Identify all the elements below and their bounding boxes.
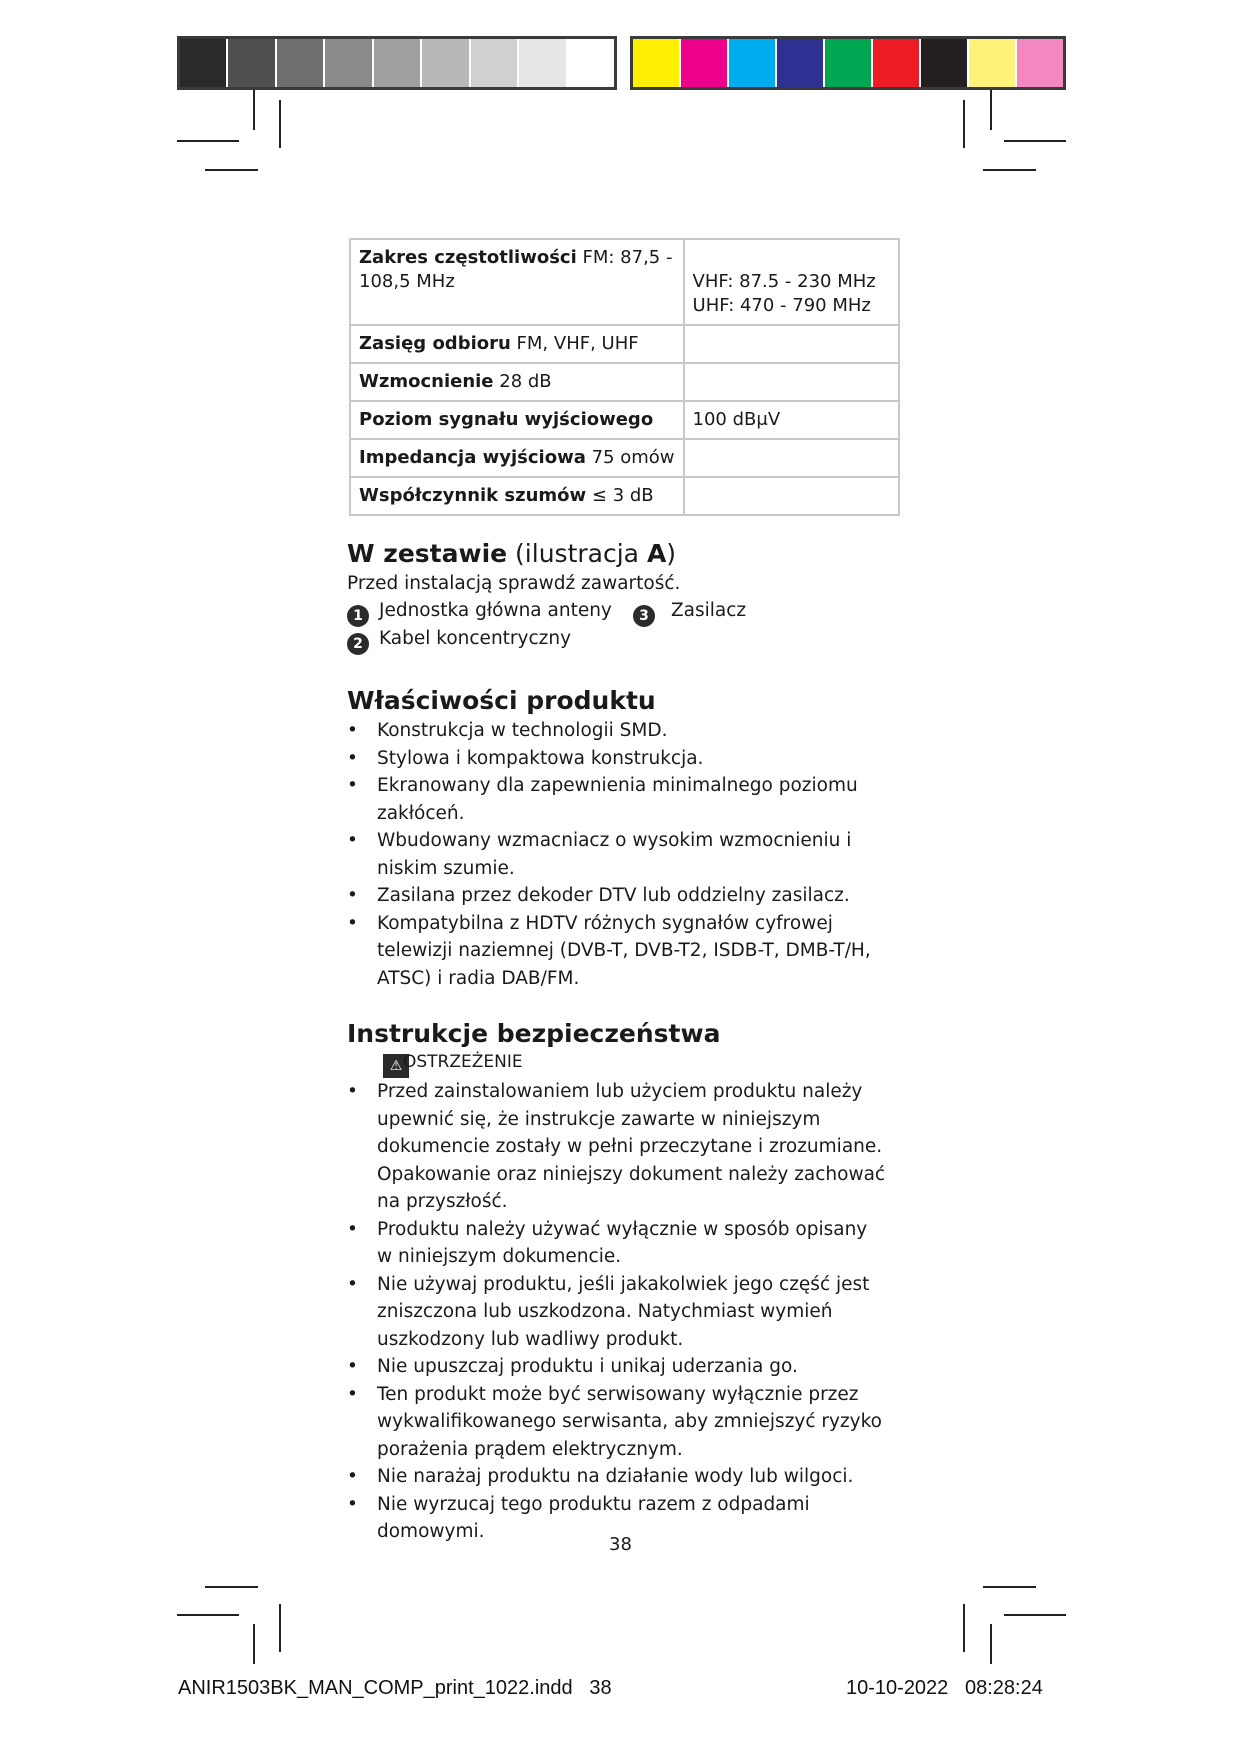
table-cell [350,477,684,515]
crop-mark [177,1614,239,1616]
spec-key: Poziom sygnału wyjściowego [359,409,654,430]
table-cell [350,325,684,363]
crop-mark [205,1586,258,1588]
number-badge: 1 [347,605,369,627]
table-cell [684,401,899,439]
table-row [350,239,899,325]
list-item [347,597,612,627]
color-swatch [471,39,519,87]
table-cell [684,239,899,325]
kit-heading-letter: A [646,539,667,568]
crop-mark [983,1586,1036,1588]
color-swatch [228,39,276,87]
table-row [350,401,899,439]
list-item: • Kompatybilna z HDTV różnych sygnałów cyfrowej telewizji naziemnej (DVB-T, DVB-T2, ISDB-T, DMB-T/H, ATSC) i radia DAB/FM. [347,910,887,993]
color-swatch [519,39,567,87]
color-swatch [633,39,681,87]
crop-mark [990,1624,992,1664]
crop-mark [177,140,239,142]
table-cell [350,239,684,325]
list-item: • Przed zainstalowaniem lub użyciem produktu należy upewnić się, że instrukcje zawarte w niniejszym dokumencie zostały w pełni przeczytane i zrozumiane. Opakowanie oraz niniejszy dokument należy zachować na przyszłość. [347,1078,887,1216]
footer-file [178,1677,612,1700]
footer-filename: ANIR1503BK_MAN_COMP_print_1022.indd [178,1677,573,1699]
crop-mark [983,169,1036,171]
crop-mark [963,1604,965,1652]
color-swatch [180,39,228,87]
table-row [350,325,899,363]
color-swatch [873,39,921,87]
spec-key: Wzmocnienie [359,371,494,392]
color-swatch [277,39,325,87]
spec-key: Zasięg odbioru [359,333,511,354]
warning-label [383,1050,907,1078]
color-swatch [325,39,373,87]
spec-value: FM: 87,5 - 108,5 MHz [359,247,673,292]
safety-heading: Instrukcje bezpieczeństwa [347,1019,721,1048]
kit-intro: Przed instalacją sprawdź zawartość. [347,573,681,594]
table-row [350,477,899,515]
grayscale-bar [177,36,617,90]
color-swatch [681,39,729,87]
features-heading: Właściwości produktu [347,686,656,715]
list-item: • Wbudowany wzmacniacz o wysokim wzmocnieniu i niskim szumie. [347,827,887,882]
footer-timestamp [846,1677,1043,1700]
footer-time: 08:28:24 [964,1677,1043,1699]
table-row [350,363,899,401]
kit-item-label: Jednostka główna anteny [379,600,612,621]
crop-mark [253,90,255,130]
spec-key: Impedancja wyjściowa [359,447,586,468]
page-content [347,238,907,1546]
safety-list [347,1078,887,1546]
crop-mark [990,90,992,130]
crop-mark [1004,140,1066,142]
kit-list [347,597,907,653]
spec-value: UHF: 470 - 790 MHz [692,295,871,316]
color-swatch [921,39,969,87]
list-item: • Konstrukcja w technologii SMD. [347,717,887,745]
color-swatch [969,39,1017,87]
spec-key: Zakres częstotliwości [359,247,577,268]
table-cell [684,363,899,401]
list-item: • Ten produkt może być serwisowany wyłącznie przez wykwalifikowanego serwisanta, aby zmniejszyć ryzyko porażenia prądem elektrycznym. [347,1381,887,1464]
kit-heading-paren-close: ) [666,539,677,568]
spec-value: 100 dBμV [692,409,781,430]
kit-item-label: Kabel koncentryczny [379,628,572,649]
color-swatch [374,39,422,87]
list-item: • Nie używaj produktu, jeśli jakakolwiek jego część jest zniszczona lub uszkodzona. Natychmiast wymień uszkodzony lub wadliwy produkt. [347,1271,887,1354]
spec-value: 28 dB [499,371,552,392]
crop-mark [963,100,965,148]
color-swatch [777,39,825,87]
kit-heading-bold: W zestawie [347,539,508,568]
table-row [350,439,899,477]
number-badge: 2 [347,633,369,655]
list-item [347,625,571,655]
list-item: • Zasilana przez dekoder DTV lub oddzielny zasilacz. [347,882,887,910]
spec-key: Współczynnik szumów [359,485,587,506]
list-item: • Nie upuszczaj produktu i unikaj uderzania go. [347,1353,887,1381]
table-cell [684,325,899,363]
list-item: • Nie narażaj produktu na działanie wody lub wilgoci. [347,1463,887,1491]
list-item: • Stylowa i kompaktowa konstrukcja. [347,745,887,773]
spec-value: ≤ 3 dB [591,485,654,506]
table-cell [684,439,899,477]
footer-date: 10-10-2022 [846,1677,949,1699]
warning-text: OSTRZEŻENIE [403,1052,523,1072]
color-bar [630,36,1066,90]
footer-page: 38 [589,1677,612,1699]
warning-triangle-icon: ⚠ [383,1054,409,1078]
kit-item-label: Zasilacz [671,600,747,621]
crop-mark [1004,1614,1066,1616]
crop-mark [279,1604,281,1652]
list-item: • Nie wyrzucaj tego produktu razem z odpadami domowymi. [347,1491,887,1546]
crop-mark [279,100,281,148]
crop-mark [253,1624,255,1664]
crop-mark [205,169,258,171]
color-swatch [729,39,777,87]
kit-heading-paren: (ilustracja [507,539,647,568]
table-cell [684,477,899,515]
table-cell [350,439,684,477]
number-badge: 3 [633,605,655,627]
list-item: • Ekranowany dla zapewnienia minimalnego poziomu zakłóceń. [347,772,887,827]
spec-value: FM, VHF, UHF [516,333,639,354]
spec-value: 75 omów [591,447,675,468]
list-item: • Produktu należy używać wyłącznie w sposób opisany w niniejszym dokumencie. [347,1216,887,1271]
color-swatch [1017,39,1063,87]
spec-value: VHF: 87.5 - 230 MHz [692,271,876,292]
kit-heading [347,538,907,570]
color-swatch [568,39,614,87]
list-item [633,597,746,627]
specs-table [349,238,900,516]
color-swatch [825,39,873,87]
page-number: 38 [609,1534,632,1555]
table-cell [350,401,684,439]
color-swatch [422,39,470,87]
table-cell [350,363,684,401]
features-list [347,717,887,992]
